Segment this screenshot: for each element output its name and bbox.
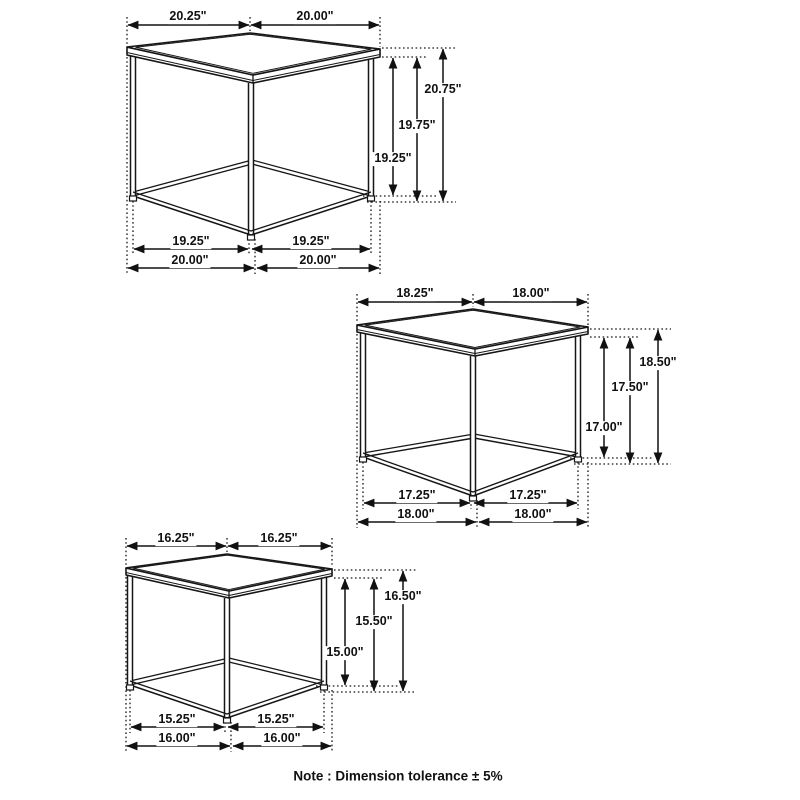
dim-small-base-outer-right: 16.00" bbox=[263, 731, 301, 746]
dim-large-base-outer-right: 20.00" bbox=[299, 253, 337, 268]
dim-large-height-mid: 19.75" bbox=[398, 118, 436, 133]
dim-medium-top-width-right: 18.00" bbox=[512, 286, 550, 301]
tolerance-note: Note : Dimension tolerance ± 5% bbox=[293, 768, 503, 784]
dim-medium-top-width-left: 18.25" bbox=[396, 286, 434, 301]
dim-large-top-width-left: 20.25" bbox=[169, 9, 207, 24]
dim-small-base-inner-right: 15.25" bbox=[257, 712, 295, 727]
dim-medium-base-outer-right: 18.00" bbox=[514, 507, 552, 522]
dim-small-base-inner-left: 15.25" bbox=[158, 712, 196, 727]
dim-medium-height-inner: 17.00" bbox=[585, 420, 623, 435]
dim-large-height-inner: 19.25" bbox=[374, 151, 412, 166]
dim-large-base-inner-right: 19.25" bbox=[292, 234, 330, 249]
dim-small-top-width-left: 16.25" bbox=[157, 531, 195, 546]
dim-small-base-outer-left: 16.00" bbox=[158, 731, 196, 746]
dim-small-height-overall: 16.50" bbox=[384, 589, 422, 604]
dim-medium-height-mid: 17.50" bbox=[611, 380, 649, 395]
dim-small-top-width-right: 16.25" bbox=[260, 531, 298, 546]
dim-small-height-inner: 15.00" bbox=[326, 645, 364, 660]
dim-medium-base-outer-left: 18.00" bbox=[397, 507, 435, 522]
dim-large-base-inner-left: 19.25" bbox=[172, 234, 210, 249]
dim-medium-base-inner-left: 17.25" bbox=[398, 488, 436, 503]
dim-large-top-width-right: 20.00" bbox=[296, 9, 334, 24]
dim-small-height-mid: 15.50" bbox=[355, 614, 393, 629]
dim-large-height-overall: 20.75" bbox=[424, 82, 462, 97]
dim-medium-base-inner-right: 17.25" bbox=[509, 488, 547, 503]
dim-medium-height-overall: 18.50" bbox=[639, 355, 677, 370]
dim-large-base-outer-left: 20.00" bbox=[171, 253, 209, 268]
